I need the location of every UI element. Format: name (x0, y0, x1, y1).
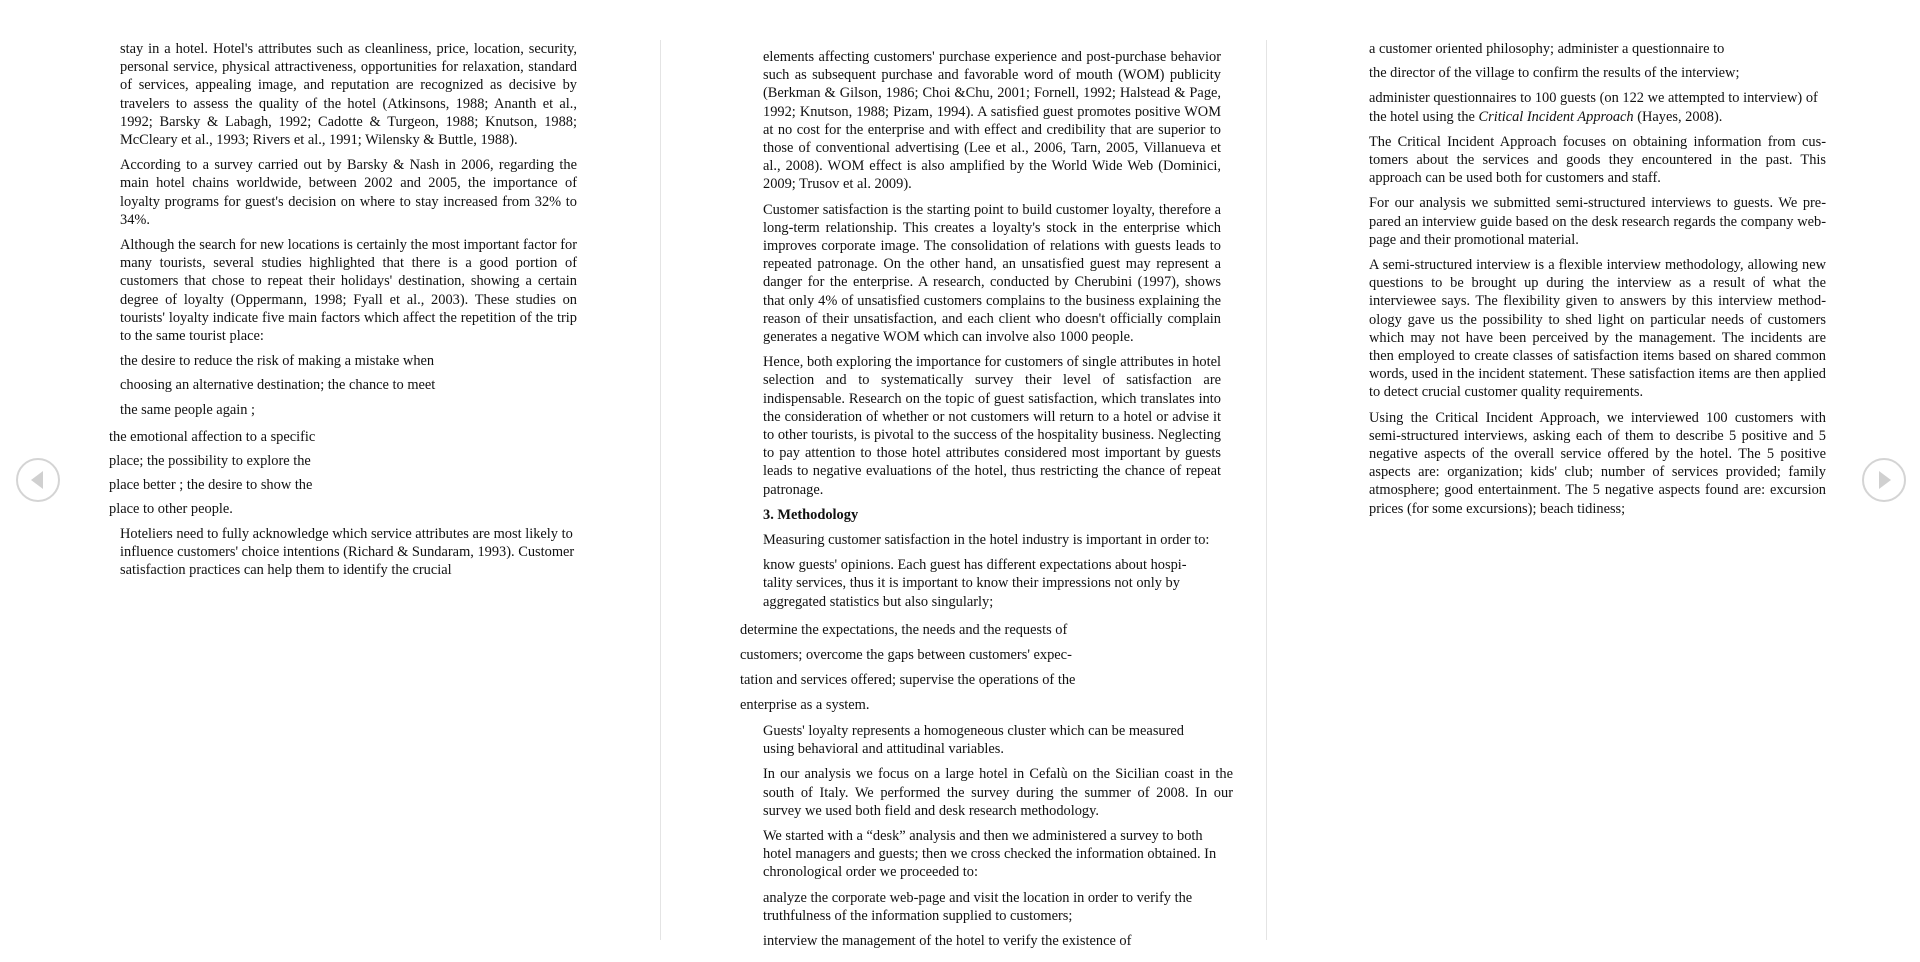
list-line: customers; overcome the gaps between customers' expec- (740, 646, 1072, 663)
paragraph: In our analysis we focus on a large hotel in Cefalù on the Sicilian coast in the south of Italy. We performed the survey during the summer of 2008. In our survey we used both field and desk research methodology. (763, 766, 1233, 819)
section-heading: 3. Methodology (763, 506, 859, 523)
list-line: place to other people. (109, 500, 233, 517)
page-divider (1266, 40, 1267, 940)
paragraph: For our analysis we submitted semi-structured interviews to guests. We pre-pared an interview guide based on the desk research regards the company web-page and their promotional material. (1369, 195, 1826, 248)
paragraph: A semi-structured interview is a flexible interview methodology, allowing new questions to be brought up during the interview as a result of what the interviewee says. The flexibility given to answers by this interview method-ology gave us the possibility to shed light on particular needs of customers which may not have been perceived by the management. The incidents are then employed to create classes of satisfaction items based on shared common words, used in the incident statement. These satisfaction items are then applied to detect crucial customer quality requirements. (1369, 257, 1826, 401)
list-line: choosing an alternative destination; the chance to meet (120, 377, 436, 394)
paragraph: According to a survey carried out by Barsky & Nash in 2006, regarding the main hotel chains worldwide, between 2002 and 2005, the importance of loyalty programs for guest's decision on where to stay increased from 32% to 34%. (120, 157, 577, 228)
chevron-left-icon (18, 460, 58, 500)
paragraph: The Critical Incident Approach focuses on obtaining information from cus-tomers about the services and goods they encountered in the past. This approach can be used both for customers and staff. (1369, 133, 1826, 187)
paragraph: We started with a “desk” analysis and then we administered a survey to both hotel managers and guests; then we cross checked the information obtained. In chronological order we proceeded to: (763, 827, 1217, 881)
page-column-middle (740, 48, 1233, 957)
paragraph: interview the management of the hotel to verify the existence of (763, 932, 1132, 949)
paragraph: Although the search for new locations is certainly the most important factor for many tourists, several studies highlighted that there is a good portion of customers that chose to repeat their holidays' destination, showing a certain degree of loyalty (Oppermann, 1998; Fyall et al., 2003). These studies on tourists' loyalty indicate five main factors which affect the repetition of the trip to the same tourist place: (120, 237, 577, 345)
list-line: place; the possibility to explore the (109, 452, 311, 469)
paragraph: Measuring customer satisfaction in the hotel industry is important in order to: (763, 532, 1210, 549)
list-line: the emotional affection to a specific (109, 428, 316, 445)
list-line: a customer oriented philosophy; administer a questionnaire to (1369, 41, 1725, 57)
paragraph (1369, 89, 1826, 125)
paragraph: elements affecting customers' purchase experience and post-purchase behavior such as subsequent purchase and favorable word of mouth (WOM) publicity (Berkman & Gilson, 1986; Choi &Chu, 2001; Fornell, 1992; Halstead & Page, 1992; Knutson, 1988; Pizam, 1994). A satisfied guest promotes positive WOM at no cost for the enterprise and with effect and credibility that are superior to those of conventional advertising (Lee et al., 2006, Tarn, 2005, Villanueva et al., 2008). WOM effect is also amplified by the World Wide Web (Dominici, 2009; Trusov et al. 2009). (763, 49, 1221, 193)
list-line: place better ; the desire to show the (109, 476, 313, 493)
page-divider (660, 40, 661, 940)
previous-page-button[interactable] (16, 458, 60, 502)
text-run: administer questionnaires to 100 guests (on 122 we attempted to interview) of the hotel using the (1369, 90, 1818, 125)
paragraph: stay in a hotel. Hotel's attributes such as cleanliness, price, location, security, personal service, physical attractiveness, opportunities for relaxation, standard of services, appealing image, and reputation are recognized as decisive by travelers to assess the quality of the hotel (Atkinsons, 1988; Ananth et al., 1992; Barsky & Labagh, 1992; Cadotte & Turgeon, 1988; Knutson, 1988; McCleary et al., 1993; Rivers et al., 1991; Wilensky & Buttle, 1988). (120, 41, 577, 149)
page-column-left (109, 40, 577, 586)
list-line: the desire to reduce the risk of making a mistake when (120, 353, 435, 370)
paragraph: know guests' opinions. Each guest has different expectations about hospi-tality services, thus it is important to know their impressions not only by aggregated statistics but also singularly; (763, 557, 1187, 610)
emphasis: Critical Incident Approach (1478, 108, 1634, 125)
paragraph: Guests' loyalty represents a homogeneous cluster which can be measured using behavioral and attitudinal variables. (763, 722, 1184, 758)
next-page-button[interactable] (1862, 458, 1906, 502)
paragraph: Customer satisfaction is the starting point to build customer loyalty, therefore a long-term relationship. This creates a loyalty's stock in the enterprise which improves corporate image. The consolidation of relations with guests leads to repeated patronage. On the other hand, an unsatisfied guest may represent a danger for the enterprise. A research, conducted by Cherubini (1997), shows that only 4% of unsatisfied customers complains to the business explaining the reason of their unsatisfaction, and each client who doesn't officially complain generates a negative WOM which can involve also 1000 people. (763, 201, 1221, 346)
paragraph: Hence, both exploring the importance for customers of single attributes in hotel selection and to systematically survey their level of satisfaction are indispensable. Research on the topic of guest satisfaction, which translates into the consideration of whether or not customers will return to a hotel or advise it to other tourists, is pivotal to the success of the hospitality business. Neglecting to pay attention to those hotel attributes considered most important by guests leads to negative evaluations of the hotel, thus restricting the chance of repeat patronage. (763, 354, 1221, 498)
page-column-right (1369, 40, 1826, 525)
list-line: determine the expectations, the needs and the requests of (740, 621, 1068, 638)
paragraph: Using the Critical Incident Approach, we interviewed 100 customers with semi-structured interviews, asking each of them to describe 5 positive and 5 negative aspects of the overall service offered by the hotel. The 5 positive aspects are: organization; kids' club; number of services provided; family atmosphere; good entertainment. The 5 negative aspects found are: excursion prices (for some excursions); beach tidiness; (1369, 409, 1826, 517)
list-line: tation and services offered; supervise the operations of the (740, 671, 1076, 688)
paragraph: analyze the corporate web-page and visit the location in order to verify the truthfulness of the information supplied to customers; (763, 889, 1193, 924)
list-line: the director of the village to confirm the results of the interview; (1369, 65, 1740, 82)
chevron-right-icon (1864, 460, 1904, 500)
text-run: (Hayes, 2008). (1633, 108, 1723, 125)
list-line: the same people again ; (120, 401, 256, 418)
list-line: enterprise as a system. (740, 696, 870, 713)
paragraph: Hoteliers need to fully acknowledge which service attributes are most likely to influence customers' choice intentions (Richard & Sundaram, 1993). Customer satisfaction practices can help them to identify the crucial (120, 525, 575, 579)
